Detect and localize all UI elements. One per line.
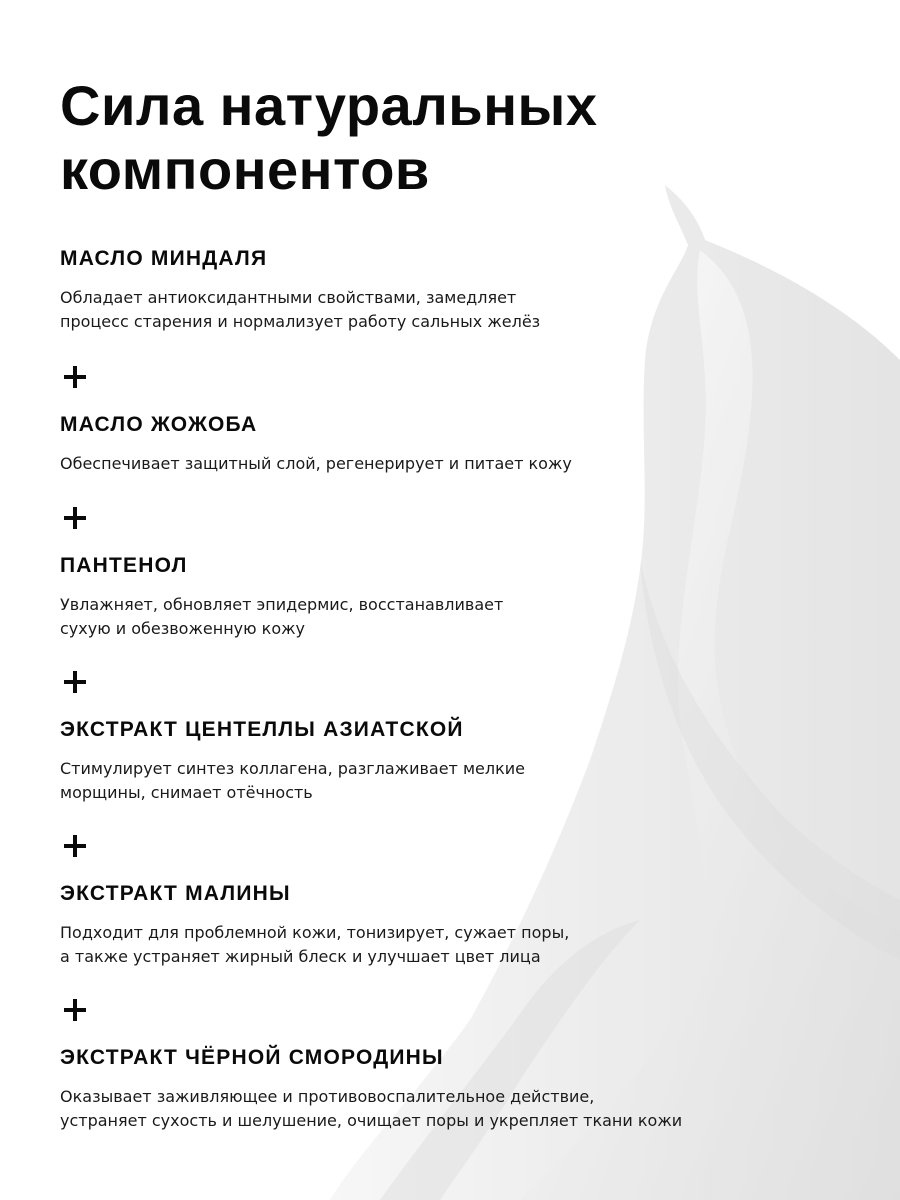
ingredient-raspberry-extract	[60, 881, 780, 969]
description-line: устраняет сухость и шелушение, очищает поры и укрепляет ткани кожи	[60, 1111, 683, 1130]
ingredient-name: ПАНТЕНОЛ	[60, 554, 188, 577]
plus-icon	[64, 671, 86, 693]
ingredient-jojoba-oil	[60, 412, 780, 476]
description-line: а также устраняет жирный блеск и улучшает цвет лица	[60, 947, 541, 966]
description-line: Увлажняет, обновляет эпидермис, восстанавливает	[60, 595, 504, 614]
ingredient-description	[60, 286, 780, 334]
page-title	[60, 74, 597, 202]
ingredient-description	[60, 757, 780, 805]
plus-icon	[64, 507, 86, 529]
plus-icon	[64, 999, 86, 1021]
ingredient-description	[60, 593, 780, 641]
ingredient-description	[60, 452, 780, 476]
page-title-line-1: Сила натуральных	[60, 74, 598, 137]
description-line: Стимулирует синтез коллагена, разглаживает мелкие	[60, 759, 525, 778]
page-title-line-2: компонентов	[60, 138, 430, 201]
plus-icon	[64, 835, 86, 857]
ingredient-name: ЭКСТРАКТ МАЛИНЫ	[60, 882, 291, 905]
ingredient-centella-extract	[60, 717, 780, 805]
description-line: Подходит для проблемной кожи, тонизирует, сужает поры,	[60, 923, 570, 942]
description-line: Обладает антиоксидантными свойствами, замедляет	[60, 288, 517, 307]
ingredient-name: МАСЛО МИНДАЛЯ	[60, 247, 268, 270]
ingredient-name: ЭКСТРАКТ ЦЕНТЕЛЛЫ АЗИАТСКОЙ	[60, 718, 464, 741]
ingredient-description	[60, 1085, 780, 1133]
description-line: морщины, снимает отёчность	[60, 783, 313, 802]
description-line: сухую и обезвоженную кожу	[60, 619, 306, 638]
ingredient-description	[60, 921, 780, 969]
ingredient-blackcurrant-extract	[60, 1045, 780, 1133]
content-area	[60, 0, 880, 1200]
ingredient-almond-oil	[60, 246, 780, 334]
ingredient-panthenol	[60, 553, 780, 641]
plus-icon	[64, 366, 86, 388]
ingredient-name: ЭКСТРАКТ ЧЁРНОЙ СМОРОДИНЫ	[60, 1046, 444, 1069]
description-line: Обеспечивает защитный слой, регенерирует и питает кожу	[60, 454, 572, 473]
ingredient-name: МАСЛО ЖОЖОБА	[60, 413, 258, 436]
description-line: Оказывает заживляющее и противовоспалительное действие,	[60, 1087, 595, 1106]
description-line: процесс старения и нормализует работу сальных желёз	[60, 312, 541, 331]
